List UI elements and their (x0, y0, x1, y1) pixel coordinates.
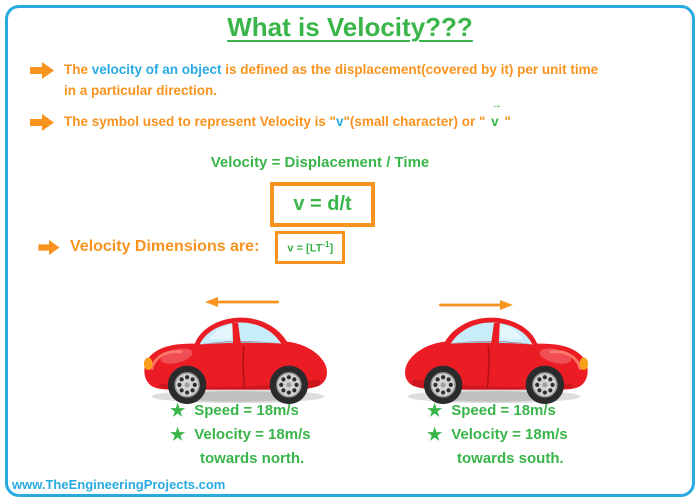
symbol-seg2: "(small character) or " (343, 114, 490, 129)
orange-block-arrow-icon (38, 240, 60, 255)
left-car-labels (170, 402, 311, 467)
left-velocity-label: Velocity = 18m/s (194, 426, 311, 443)
star-icon: ★ (427, 401, 443, 420)
definition-text (64, 59, 598, 101)
dimension-exponent: -1 (322, 240, 330, 249)
left-speed-row (170, 402, 311, 419)
v-vector-symbol (491, 99, 503, 132)
velocity-dimensions-label: Velocity Dimensions are: (70, 238, 260, 256)
bullet-definition (30, 59, 598, 101)
left-direction-label: towards north. (200, 450, 305, 467)
velocity-dimensions-row (38, 231, 345, 264)
right-velocity-label: Velocity = 18m/s (451, 426, 568, 443)
v-equals-dt-label: v = d/t (293, 193, 352, 215)
velocity-formula-text: Velocity = Displacement / Time (210, 154, 430, 171)
orange-block-arrow-icon (30, 62, 54, 79)
orange-block-arrow-icon (30, 114, 54, 131)
star-icon: ★ (170, 401, 186, 420)
symbol-seg3: " (500, 114, 511, 129)
definition-line1 (64, 59, 598, 80)
page-title: What is Velocity??? (227, 12, 473, 42)
definition-line2: in a particular direction. (64, 83, 218, 98)
left-direction-arrow-icon (203, 294, 281, 310)
watermark-url: www.TheEngineeringProjects.com (12, 477, 226, 492)
star-icon: ★ (427, 425, 443, 444)
dimension-post: ] (329, 242, 334, 255)
right-car-labels (427, 402, 568, 467)
star-icon: ★ (170, 425, 186, 444)
left-speed-label: Speed = 18m/s (194, 402, 299, 419)
left-velocity-row (170, 426, 311, 443)
bullet-symbol (30, 99, 511, 132)
dimension-formula-box (275, 231, 345, 264)
vector-v-letter: v (491, 114, 499, 129)
right-direction-label: towards south. (457, 450, 564, 467)
symbol-text (64, 99, 511, 132)
car-right-illustration (398, 310, 590, 406)
right-speed-label: Speed = 18m/s (451, 402, 556, 419)
dimension-pre: v = [LT (287, 242, 323, 255)
car-left-illustration (142, 310, 334, 406)
symbol-v-letter: v (335, 114, 344, 129)
definition-seg-the: The (64, 62, 92, 77)
v-equals-dt-box (270, 182, 375, 227)
definition-seg-velocity-of-object: velocity of an object (91, 62, 226, 77)
right-velocity-row (427, 426, 568, 443)
definition-seg-rest: is defined as the displacement(covered by it) per unit time (225, 62, 599, 77)
right-speed-row (427, 402, 568, 419)
symbol-seg1: The symbol used to represent Velocity is " (64, 114, 336, 129)
vector-arrow-icon: → (491, 99, 503, 111)
